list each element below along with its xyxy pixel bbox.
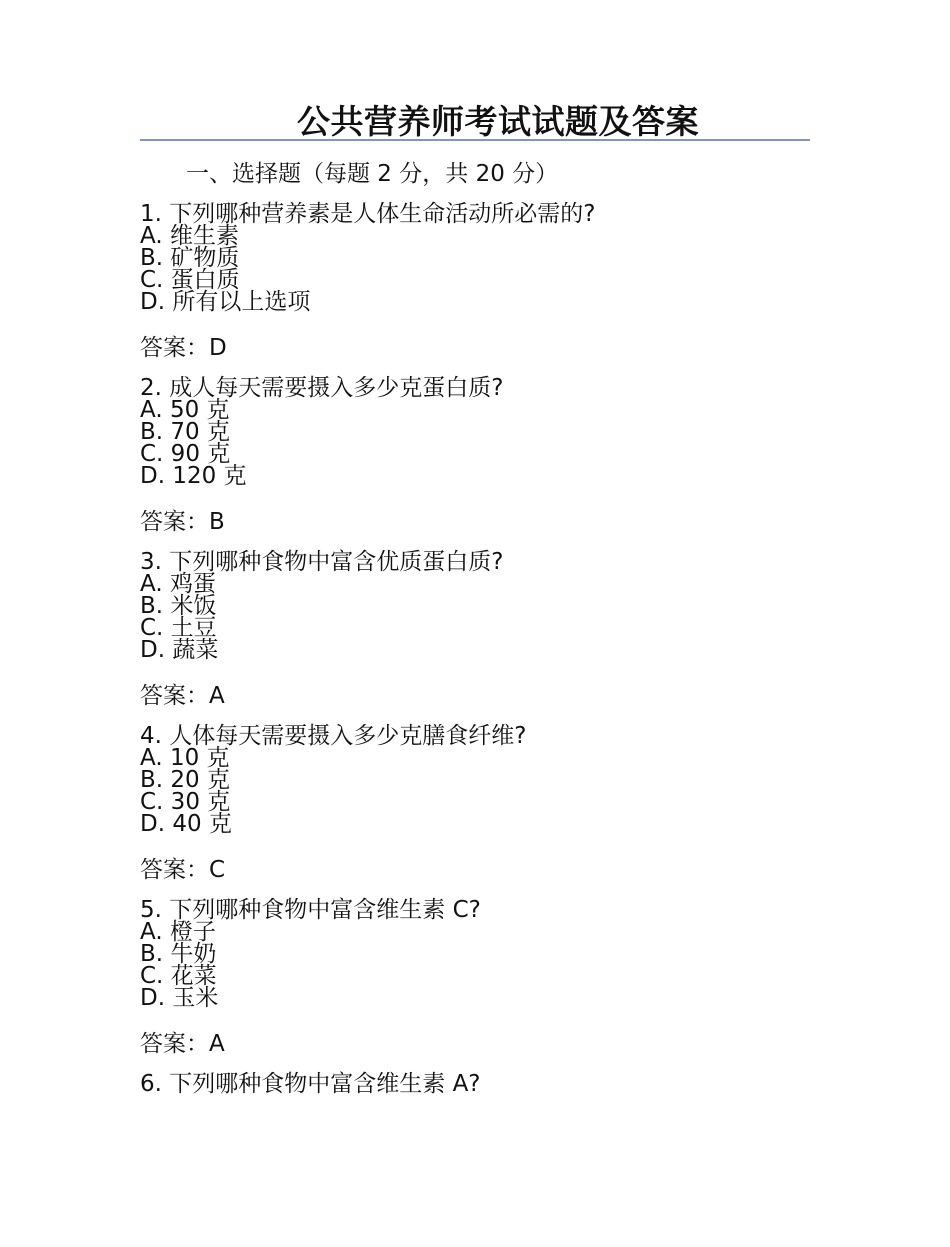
question-5 [140,899,820,1073]
option-b: B. 70 克 [140,419,230,445]
question-text: 6. 下列哪种食物中富含维生素 A? [140,1071,481,1097]
option-d: D. 120 克 [140,463,247,489]
option-d: D. 蔬菜 [140,637,219,663]
question-4 [140,725,820,899]
question-text: 3. 下列哪种食物中富含优质蛋白质? [140,549,504,575]
option-a: A. 10 克 [140,745,230,771]
section-heading: 一、选择题（每题 2 分，共 20 分） [186,161,559,187]
question-list [140,203,820,1247]
answer-line: 答案：B [140,509,225,535]
answer-line: 答案：A [140,1031,225,1057]
document-title: 公共营养师考试试题及答案 [297,102,699,141]
question-text: 1. 下列哪种营养素是人体生命活动所必需的? [140,201,596,227]
answer-line: 答案：C [140,857,226,883]
question-text: 4. 人体每天需要摄入多少克膳食纤维? [140,723,527,749]
option-b: B. 矿物质 [140,245,240,271]
answer-line: 答案：D [140,335,227,361]
option-b: B. 米饭 [140,593,217,619]
question-2 [140,377,820,551]
option-b: B. 20 克 [140,767,230,793]
title-underline [140,139,810,141]
option-c: C. 90 克 [140,441,231,467]
option-a: A. 橙子 [140,919,216,945]
question-6 [140,1073,820,1247]
option-c: C. 蛋白质 [140,267,240,293]
question-text: 2. 成人每天需要摄入多少克蛋白质? [140,375,504,401]
option-a: A. 50 克 [140,397,230,423]
option-a: A. 维生素 [140,223,239,249]
answer-line: 答案：A [140,683,225,709]
option-d: D. 玉米 [140,985,219,1011]
option-a: A. 鸡蛋 [140,571,216,597]
question-1 [140,203,820,377]
option-c: C. 花菜 [140,963,217,989]
option-d: D. 40 克 [140,811,232,837]
option-b: B. 牛奶 [140,941,217,967]
option-c: C. 土豆 [140,615,217,641]
option-d: D. 所有以上选项 [140,289,311,315]
question-text: 5. 下列哪种食物中富含维生素 C? [140,897,481,923]
question-3 [140,551,820,725]
option-c: C. 30 克 [140,789,231,815]
